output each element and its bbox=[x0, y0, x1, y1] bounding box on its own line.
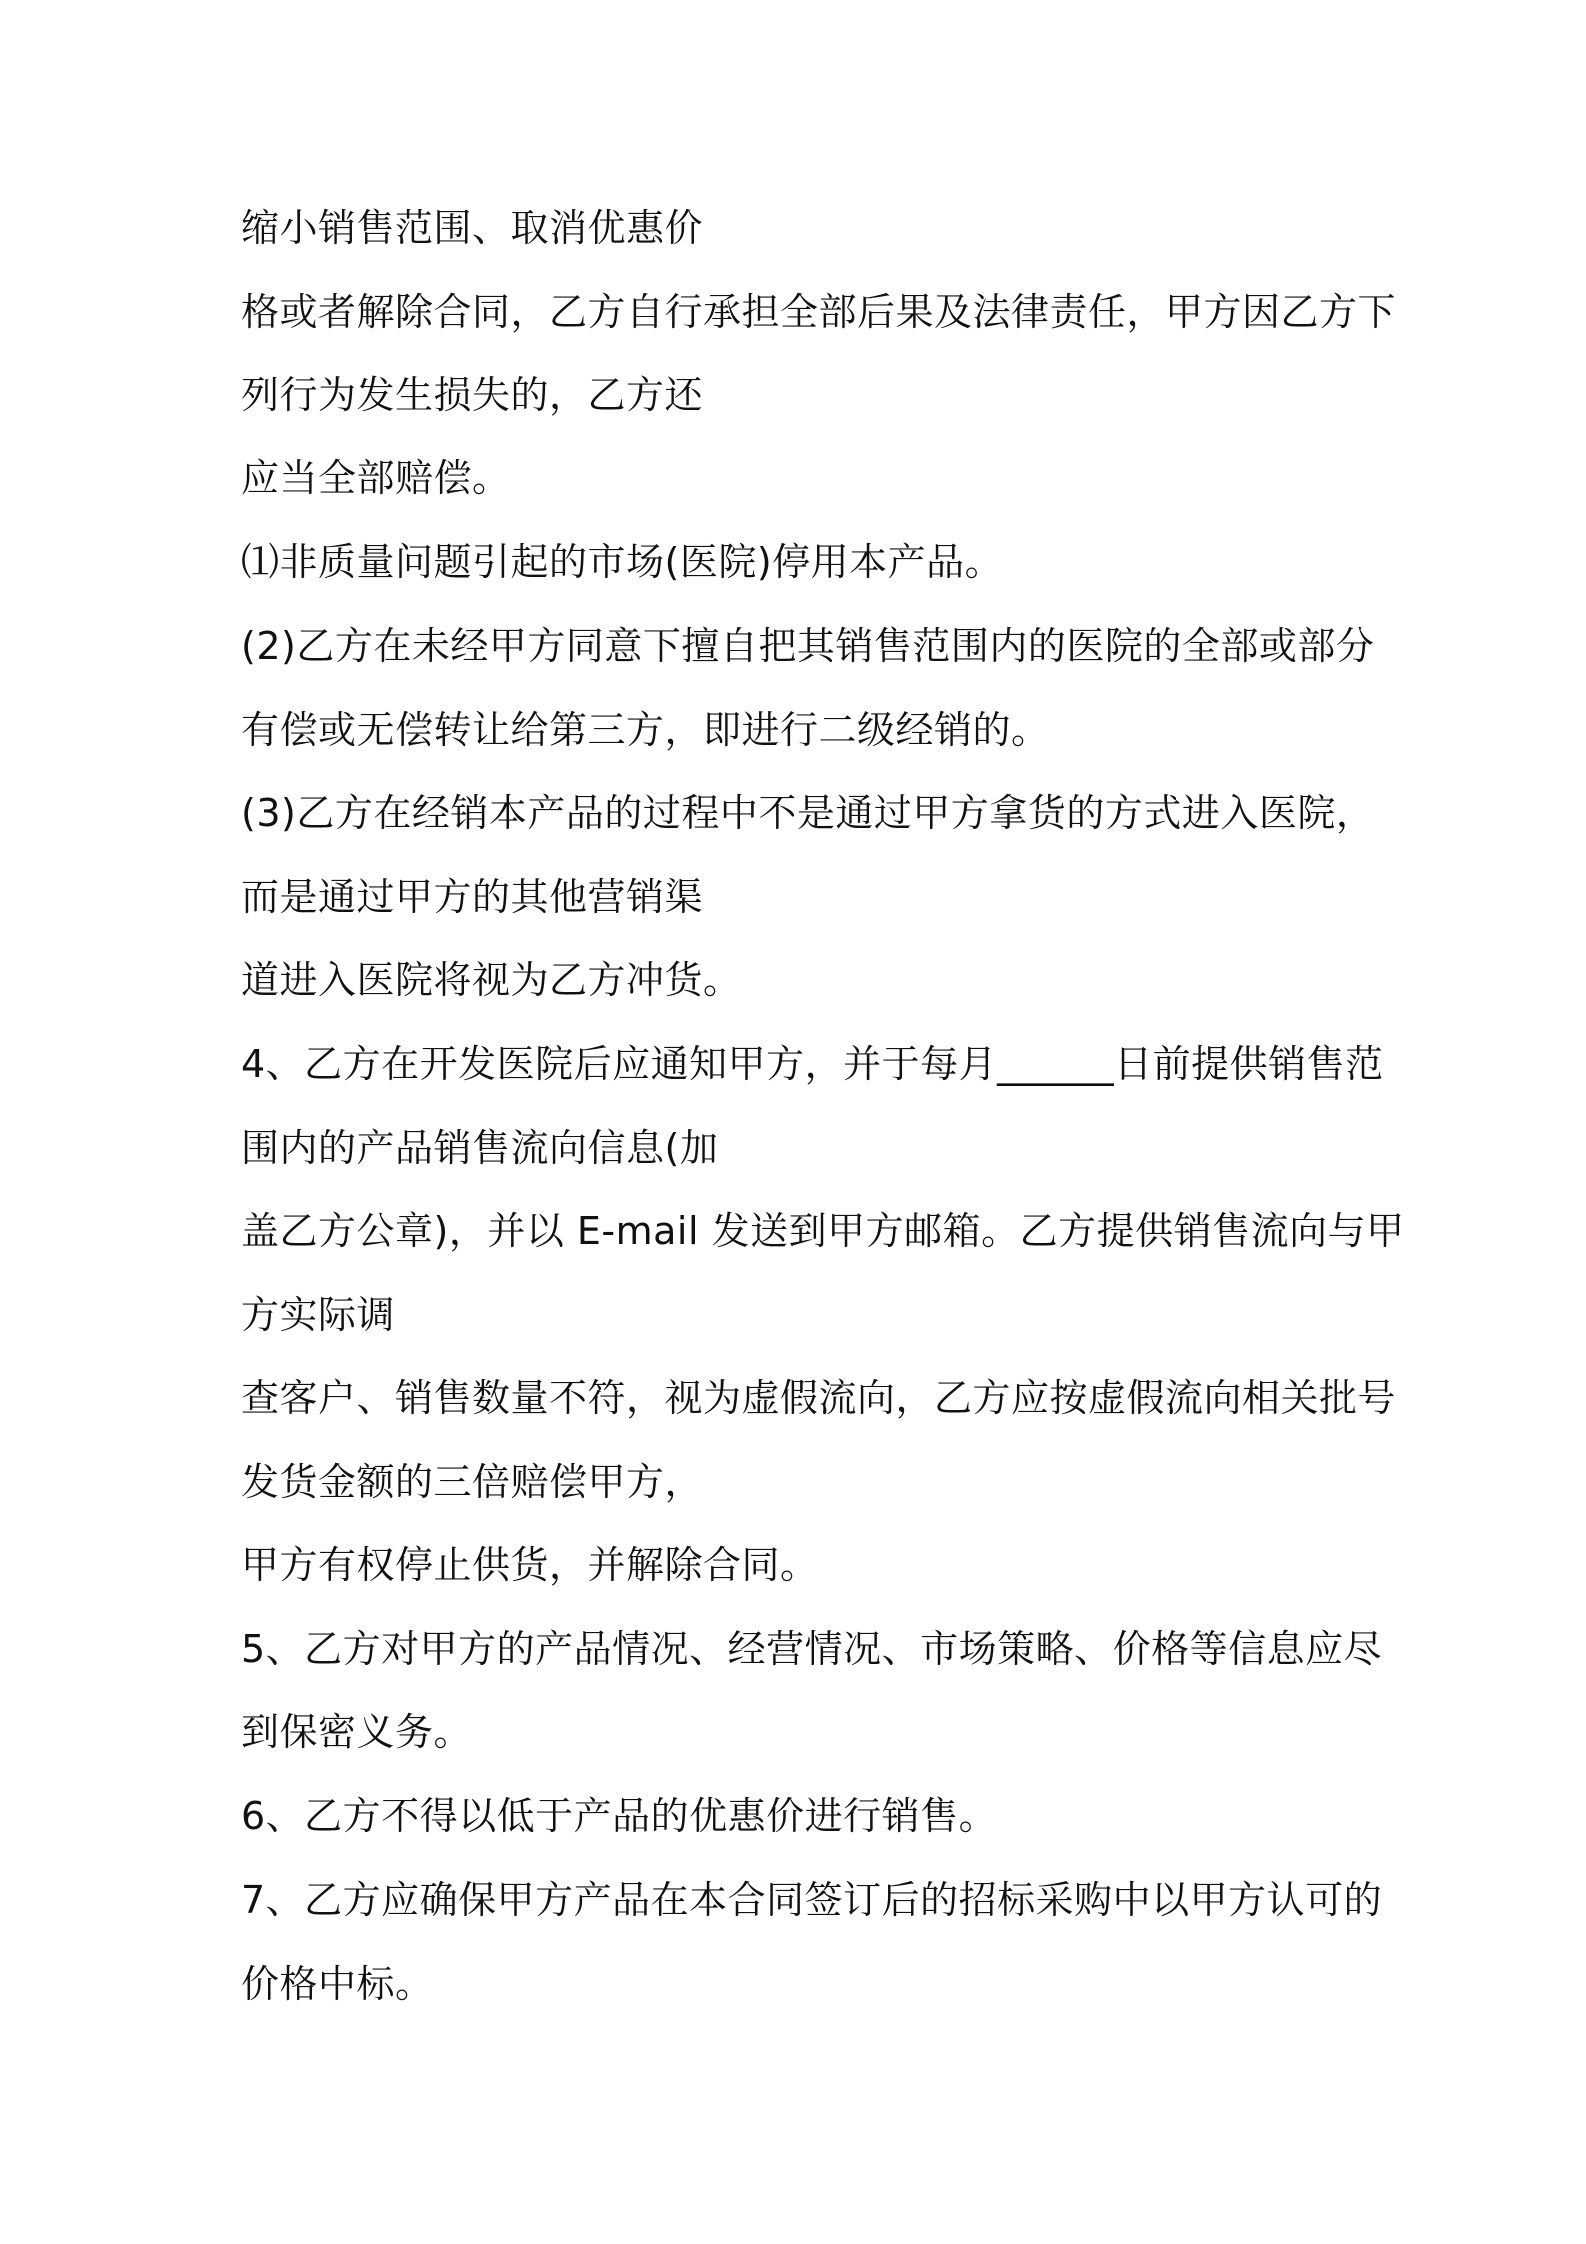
text-line: 列行为发生损失的，乙方还 bbox=[241, 373, 704, 417]
text-line: 缩小销售范围、取消优惠价 bbox=[241, 206, 704, 250]
text-line: 4、乙方在开发医院后应通知甲方，并于每月______日前提供销售范 bbox=[241, 1042, 1384, 1086]
text-line: 方实际调 bbox=[241, 1293, 396, 1337]
text-line: 查客户、销售数量不符，视为虚假流向，乙方应按虚假流向相关批号 bbox=[241, 1376, 1397, 1420]
text-line: 有偿或无偿转让给第三方，即进行二级经销的。 bbox=[241, 708, 1050, 752]
text-line: 发货金额的三倍赔偿甲方， bbox=[241, 1460, 704, 1504]
text-line: ⑴非质量问题引起的市场(医院)停用本产品。 bbox=[241, 540, 1004, 584]
text-line: 盖乙方公章)，并以 E-mail 发送到甲方邮箱。乙方提供销售流向与甲 bbox=[241, 1209, 1405, 1253]
text-line: 6、乙方不得以低于产品的优惠价进行销售。 bbox=[241, 1794, 998, 1838]
text-line: (3)乙方在经销本产品的过程中不是通过甲方拿货的方式进入医院， bbox=[241, 791, 1375, 835]
text-line: 格或者解除合同，乙方自行承担全部后果及法律责任，甲方因乙方下 bbox=[241, 290, 1397, 334]
text-line: 到保密义务。 bbox=[241, 1710, 473, 1754]
text-line: 甲方有权停止供货，并解除合同。 bbox=[241, 1543, 819, 1587]
text-line: 5、乙方对甲方的产品情况、经营情况、市场策略、价格等信息应尽 bbox=[241, 1627, 1383, 1671]
text-line: 应当全部赔偿。 bbox=[241, 456, 511, 500]
text-line: 价格中标。 bbox=[241, 1962, 434, 2006]
text-line: 而是通过甲方的其他营销渠 bbox=[241, 875, 704, 919]
text-line: 围内的产品销售流向信息(加 bbox=[241, 1126, 719, 1170]
text-line: 道进入医院将视为乙方冲货。 bbox=[241, 958, 742, 1002]
text-line: (2)乙方在未经甲方同意下擅自把其销售范围内的医院的全部或部分 bbox=[241, 624, 1375, 668]
text-line: 7、乙方应确保甲方产品在本合同签订后的招标采购中以甲方认可的 bbox=[241, 1878, 1383, 1922]
